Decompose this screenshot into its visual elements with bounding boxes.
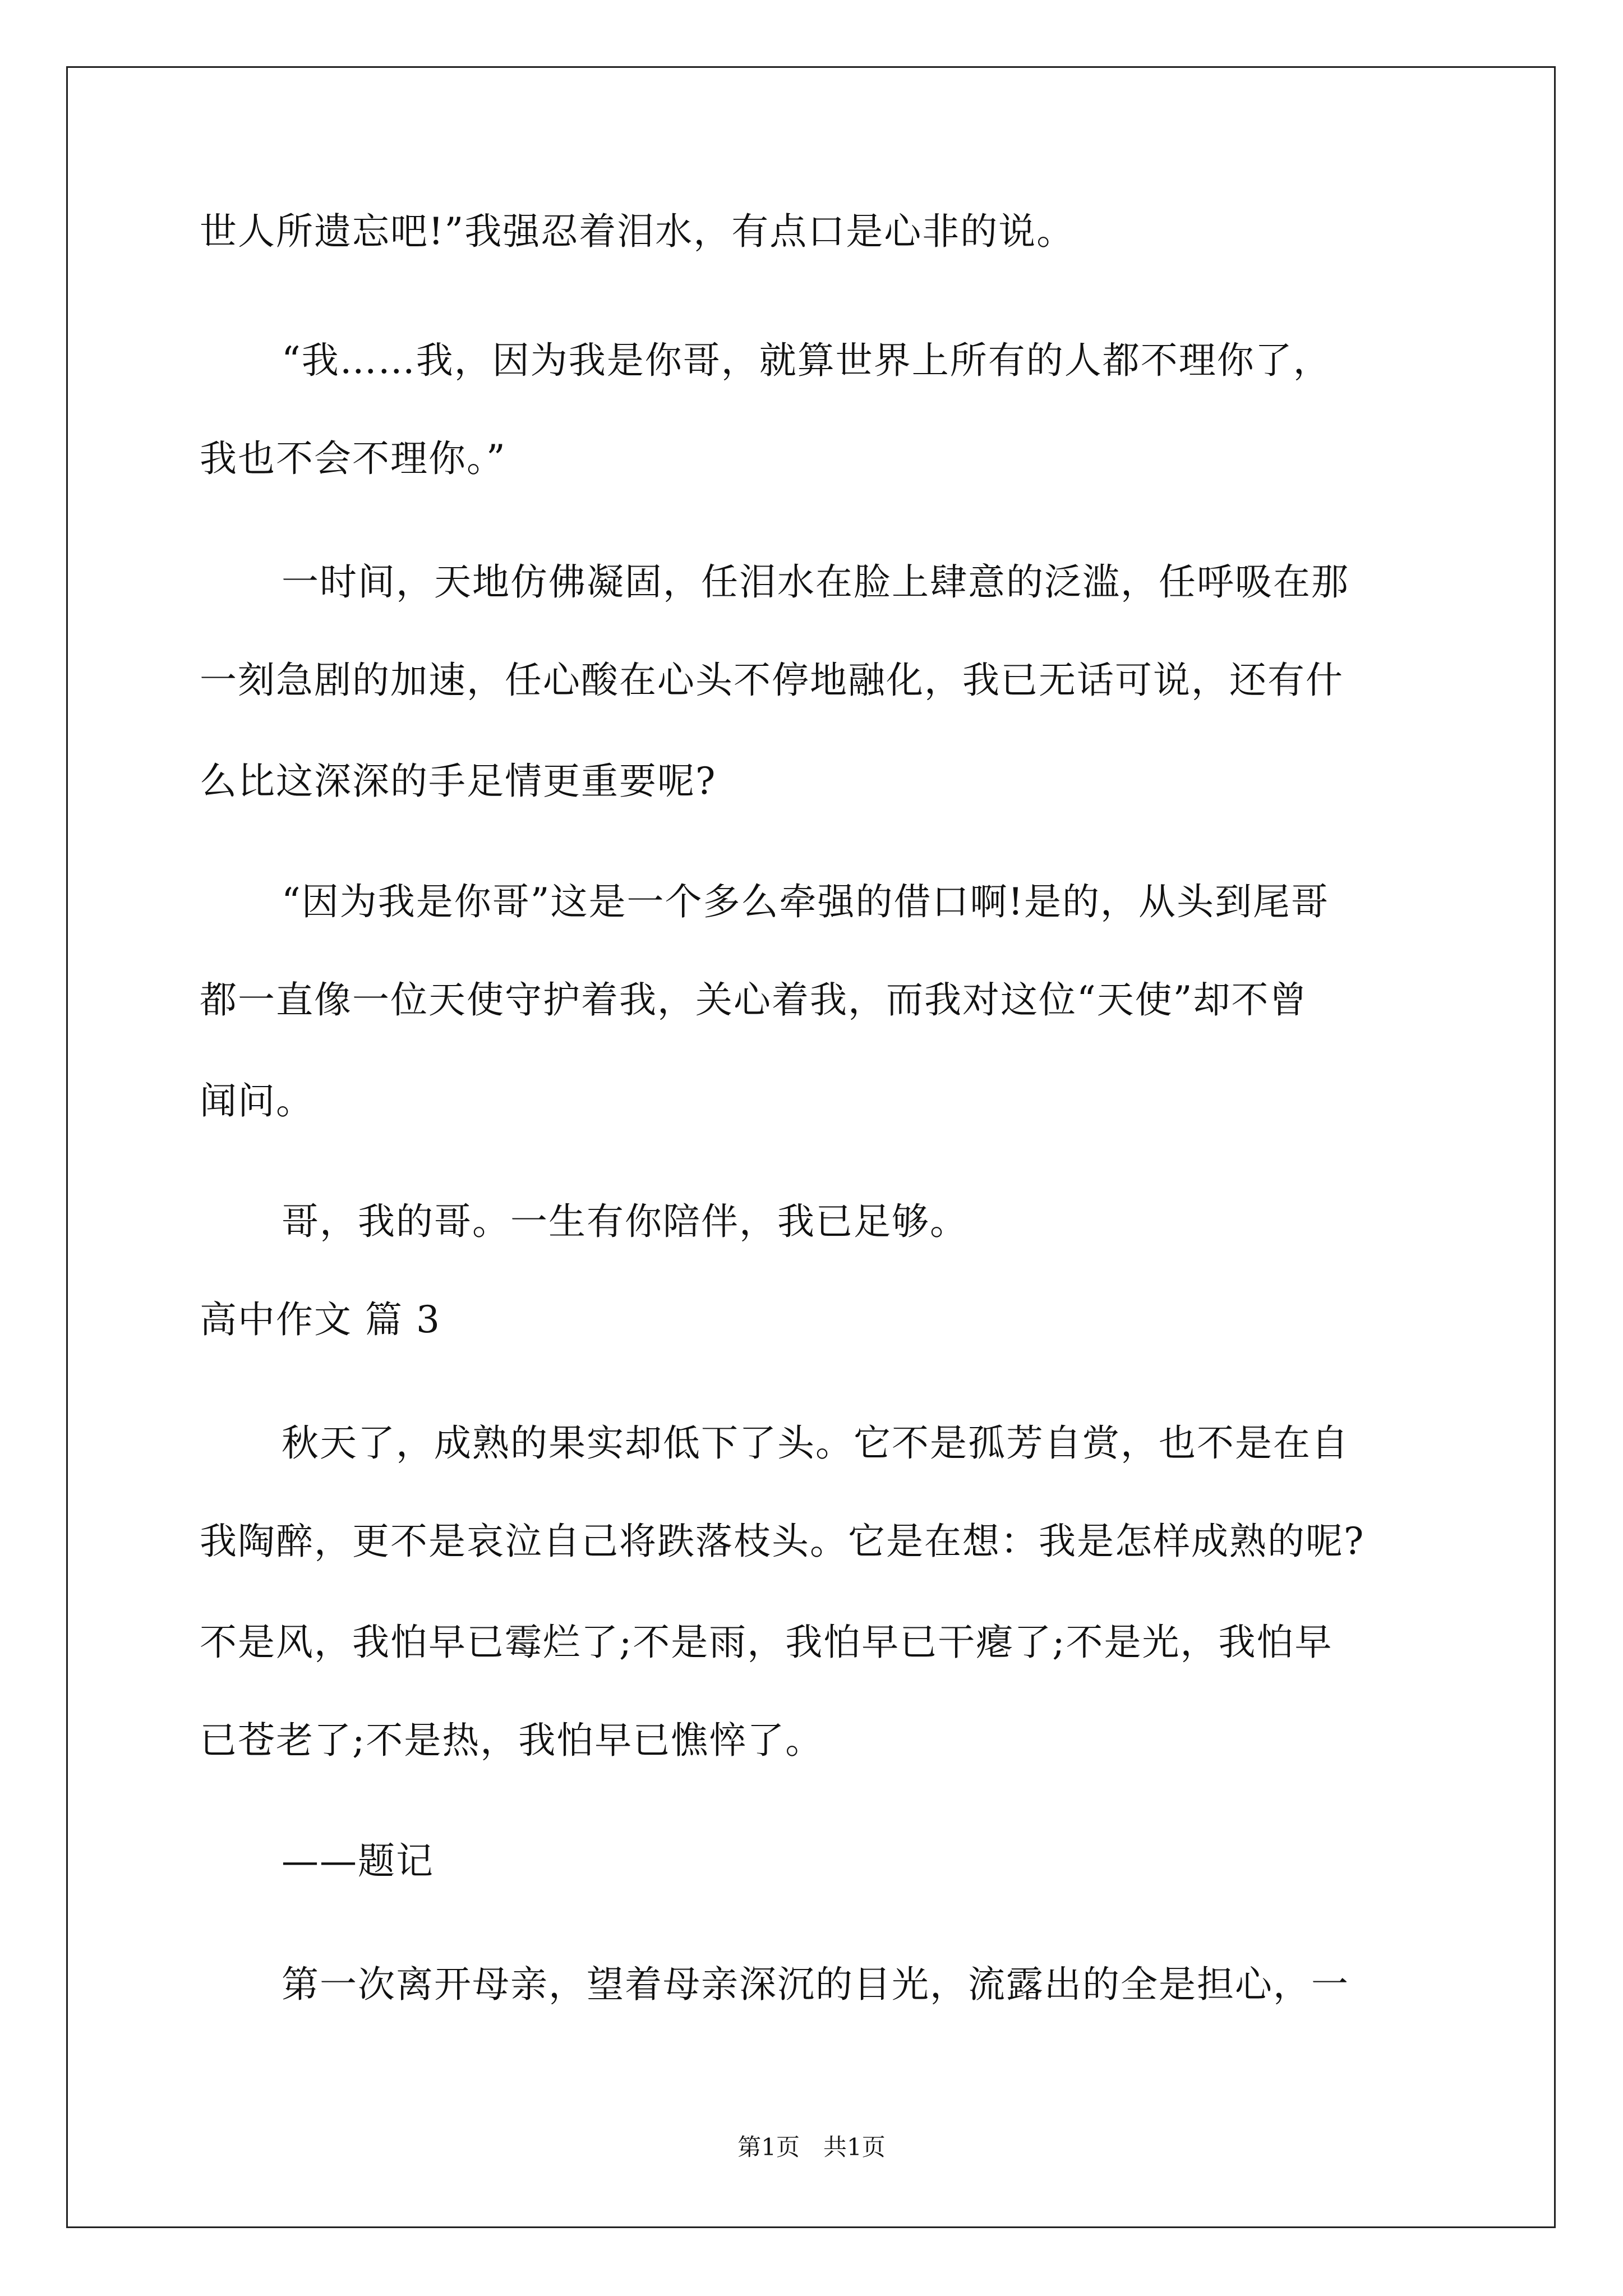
text-line: 一刻急剧的加速，任心酸在心头不停地融化，我已无话可说，还有什 <box>200 659 1344 702</box>
text-line: 不是风，我怕早已霉烂了;不是雨，我怕早已干瘪了;不是光，我怕早 <box>200 1621 1333 1664</box>
text-line: 么比这深深的手足情更重要呢? <box>200 760 717 803</box>
text-line: 闻问。 <box>200 1079 314 1122</box>
page-number: 第1页 共1页 <box>737 2133 886 2161</box>
text-line: 第一次离开母亲，望着母亲深沉的目光，流露出的全是担心，一 <box>282 1963 1349 2006</box>
section-heading: 高中作文 篇 3 <box>200 1298 441 1341</box>
page-border <box>66 66 1556 2228</box>
epigraph-attribution: ——题记 <box>282 1839 434 1883</box>
text-line: 一时间，天地仿佛凝固，任泪水在脸上肆意的泛滥，任呼吸在那 <box>282 560 1349 604</box>
text-line: “因为我是你哥”这是一个多么牵强的借口啊!是的，从头到尾哥 <box>282 880 1330 923</box>
text-line: 已苍老了;不是热，我怕早已憔悴了。 <box>200 1719 824 1762</box>
text-line: “我……我，因为我是你哥，就算世界上所有的人都不理你了， <box>282 339 1331 382</box>
text-line: 世人所遗忘吧!”我强忍着泪水，有点口是心非的说。 <box>200 210 1075 253</box>
text-line: 我也不会不理你。” <box>200 437 506 480</box>
text-line: 都一直像一位天使守护着我，关心着我，而我对这位“天使”却不曾 <box>200 978 1308 1022</box>
text-line: 秋天了，成熟的果实却低下了头。它不是孤芳自赏，也不是在自 <box>282 1421 1349 1465</box>
text-line: 哥，我的哥。一生有你陪伴，我已足够。 <box>282 1200 968 1243</box>
text-line: 我陶醉，更不是哀泣自己将跌落枝头。它是在想：我是怎样成熟的呢? <box>200 1520 1365 1563</box>
